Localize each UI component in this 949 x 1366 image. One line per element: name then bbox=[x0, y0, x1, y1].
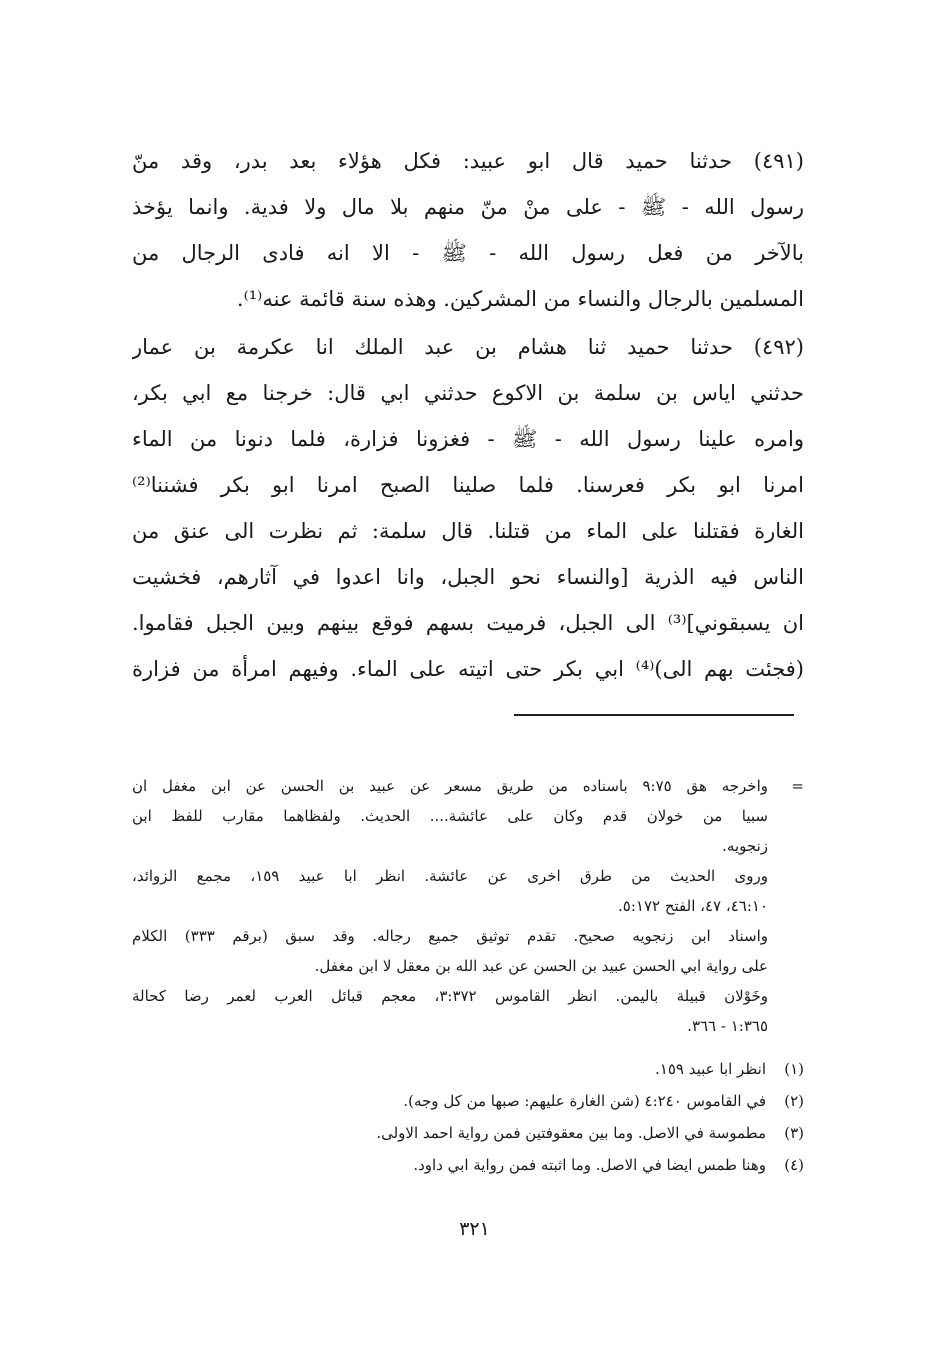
footnote-2 bbox=[200, 1085, 804, 1117]
footnote-number: (١) bbox=[784, 1060, 804, 1078]
footnote-text: انظر ابا عبيد ١٥٩. bbox=[655, 1060, 766, 1078]
page-number: ٣٢١ bbox=[459, 1218, 490, 1240]
text-line: رسول الله - ﷺ - على منْ منّ منهم بلا مال ولا فدية. وانما يؤخذ bbox=[132, 195, 804, 219]
footnote-separator-rule bbox=[514, 714, 794, 716]
note-line bbox=[132, 771, 804, 801]
note-line: واسناد ابن زنجويه صحيح. تقدم توثيق جميع رجاله. وقد سبق (برقم ٣٣٣) الكلام bbox=[132, 927, 768, 945]
continuation-marker: = bbox=[791, 777, 804, 795]
footnote-text: وهنا طمس ايضا في الاصل. وما اثبته فمن رواية ابي داود. bbox=[413, 1156, 766, 1174]
note-line: سبيا من خولان قدم وكان على عائشة.... الحديث. ولفظاهما مقارب للفظ ابن bbox=[132, 807, 768, 825]
note-line: على رواية ابي الحسن عبيد بن الحسن عن عبد الله بن معقل لا ابن مغفل. bbox=[314, 957, 768, 975]
footnote-1 bbox=[200, 1053, 804, 1085]
note-line: وخَوْلان قبيلة باليمن. انظر القاموس ٣:٣٧٢، معجم قبائل العرب لعمر رضا كحالة bbox=[132, 987, 768, 1005]
note-line-text: واخرجه هق ٩:٧٥ باسناده من طريق مسعر عن عبيد بن الحسن عن ابن مغفل ان bbox=[132, 777, 768, 795]
note-line: ٤٦:١٠، ٤٧، الفتح ٥:١٧٢. bbox=[618, 897, 768, 915]
text-line: (٤٩٢) حدثنا حميد ثنا هشام بن عبد الملك انا عكرمة بن عمار bbox=[132, 335, 804, 359]
footnote-number: (٣) bbox=[784, 1124, 804, 1142]
text-line: حدثني اياس بن سلمة بن الاكوع حدثني ابي قال: خرجنا مع ابي بكر، bbox=[132, 381, 804, 405]
footnote-4 bbox=[200, 1149, 804, 1181]
text-line: بالآخر من فعل رسول الله - ﷺ - الا انه فادى الرجال من bbox=[132, 241, 804, 265]
footnote-number: (٢) bbox=[784, 1092, 804, 1110]
text-line: المسلمين بالرجال والنساء من المشركين. وهذه سنة قائمة عنه⁽¹⁾. bbox=[236, 287, 804, 311]
footnote-3 bbox=[200, 1117, 804, 1149]
footnote-text: مطموسة في الاصل. وما بين معقوفتين فمن رواية احمد الاولى. bbox=[376, 1124, 766, 1142]
text-line: (٤٩١) حدثنا حميد قال ابو عبيد: فكل هؤلاء بعد بدر، وقد منّ bbox=[132, 149, 804, 173]
note-line: ١:٣٦٥ - ٣٦٦. bbox=[687, 1017, 768, 1035]
continued-notes bbox=[132, 771, 804, 1041]
paragraph-491 bbox=[132, 138, 804, 322]
text-line: امرنا ابو بكر فعرسنا. فلما صلينا الصبح امرنا ابو بكر فشننا⁽²⁾ bbox=[132, 473, 804, 497]
text-line: (فجئت بهم الى)⁽⁴⁾ ابي بكر حتى اتيته على الماء. وفيهم امرأة من فزارة bbox=[132, 657, 804, 681]
note-line: زنجويه. bbox=[722, 837, 768, 855]
text-line: وامره علينا رسول الله - ﷺ - فغزونا فزارة، فلما دنونا من الماء bbox=[132, 427, 804, 451]
note-line: وروى الحديث من طرق اخرى عن عائشة. انظر ابا عبيد ١٥٩، مجمع الزوائد، bbox=[132, 867, 768, 885]
footnote-number: (٤) bbox=[784, 1156, 804, 1174]
text-line: ان يسبقوني]⁽³⁾ الى الجبل، فرميت بسهم فوقع بينهم وبين الجبل فقاموا. bbox=[132, 611, 804, 635]
text-line: الغارة فقتلنا على الماء من قتلنا. قال سلمة: ثم نظرت الى عنق من bbox=[132, 519, 804, 543]
footnotes-list bbox=[200, 1053, 804, 1181]
text-line: الناس فيه الذرية [والنساء نحو الجبل، وانا اعدوا في آثارهم، فخشيت bbox=[132, 565, 804, 589]
footnote-text: في القاموس ٤:٢٤٠ (شن الغارة عليهم: صبها من كل وجه). bbox=[403, 1092, 766, 1110]
paragraph-492 bbox=[132, 324, 804, 692]
